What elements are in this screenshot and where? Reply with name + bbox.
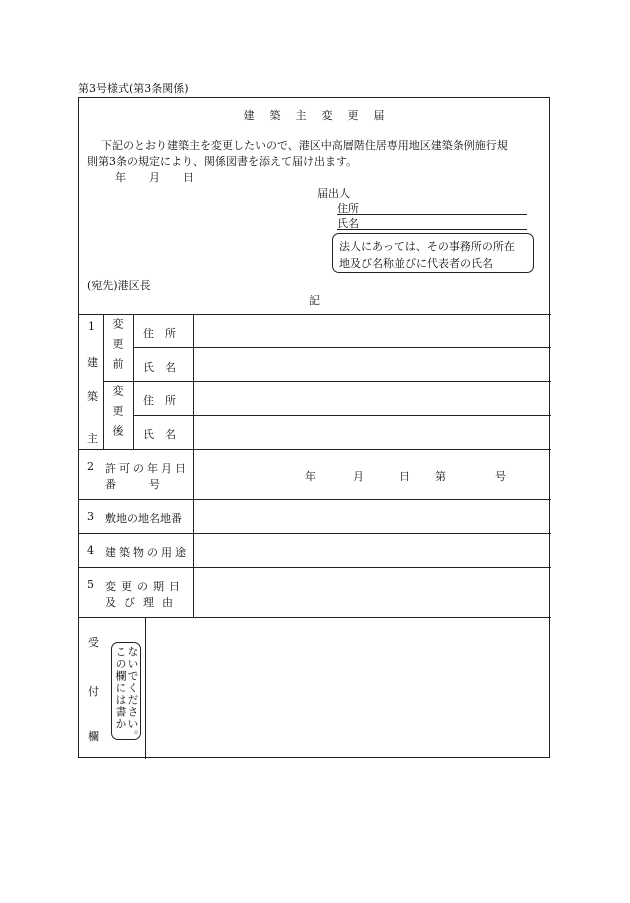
row-line — [103, 381, 551, 382]
section4-number: 4 — [87, 544, 94, 557]
row-line — [79, 449, 551, 450]
date-year: 年 — [115, 171, 126, 184]
section1-label-char: 主 — [87, 432, 98, 445]
change-date-label: 変更の期日 — [105, 580, 185, 593]
col-line — [193, 314, 194, 617]
row-line — [133, 347, 551, 348]
change-notification-form — [78, 97, 550, 758]
applicant-heading: 届出人 — [317, 187, 350, 200]
reception-label-char: 付 — [88, 685, 99, 698]
permit-day: 日 — [399, 470, 410, 483]
before-change-label: 変更前 — [111, 318, 124, 378]
after-name-label: 氏 名 — [143, 428, 176, 441]
reception-label-char: 欄 — [88, 730, 99, 743]
row-line — [79, 533, 551, 534]
permit-number-label: 番 号 — [105, 478, 160, 491]
applicant-address-line — [337, 214, 527, 215]
section2-number: 2 — [87, 460, 94, 473]
applicant-address-label: 住所 — [337, 202, 359, 215]
permit-year: 年 — [305, 470, 316, 483]
intro-text-line2: 則第3条の規定により、関係図書を添えて届け出ます。 — [87, 155, 358, 168]
section5-number: 5 — [87, 578, 94, 591]
row-line — [79, 314, 551, 315]
row-line — [79, 617, 551, 618]
section3-number: 3 — [87, 510, 94, 523]
date-month: 月 — [149, 171, 160, 184]
section1-label-char: 築 — [87, 390, 98, 403]
date-day: 日 — [183, 171, 194, 184]
permit-dai: 第 — [435, 470, 446, 483]
before-address-label: 住 所 — [143, 327, 176, 340]
intro-text-line1: 下記のとおり建築主を変更したいので、港区中高層階住居専用地区建築条例施行規 — [101, 139, 508, 152]
corp-note-line2: 地及び名称並びに代表者の氏名 — [339, 257, 493, 270]
permit-date-label: 許可の年月日 — [105, 462, 189, 475]
reception-label-char: 受 — [88, 636, 99, 649]
before-name-label: 氏 名 — [143, 361, 176, 374]
after-address-label: 住 所 — [143, 394, 176, 407]
applicant-name-line — [337, 229, 527, 230]
col-line — [133, 314, 134, 449]
section1-label-char: 建 — [87, 356, 98, 369]
section1-number: 1 — [88, 320, 95, 333]
after-change-label: 変更後 — [111, 385, 124, 445]
row-line — [133, 415, 551, 416]
row-line — [79, 567, 551, 568]
permit-month: 月 — [353, 470, 364, 483]
ki-label: 記 — [309, 294, 320, 307]
corp-note-line1: 法人にあっては、その事務所の所在 — [339, 240, 515, 253]
addressee: (宛先)港区長 — [87, 279, 151, 292]
row-line — [79, 499, 551, 500]
reception-note-col2: ないでください。 — [126, 646, 139, 742]
applicant-name-label: 氏名 — [337, 217, 359, 230]
form-title: 建 築 主 変 更 届 — [243, 109, 387, 122]
change-reason-label: 及び理由 — [105, 596, 181, 609]
col-line — [145, 617, 146, 759]
reception-note-col1: この欄には書か — [114, 646, 127, 730]
col-line — [103, 314, 104, 449]
site-address-label: 敷地の地名地番 — [105, 512, 182, 525]
building-use-label: 建築物の用途 — [105, 546, 189, 559]
permit-go: 号 — [495, 470, 506, 483]
form-number: 第3号様式(第3条関係) — [78, 82, 189, 95]
